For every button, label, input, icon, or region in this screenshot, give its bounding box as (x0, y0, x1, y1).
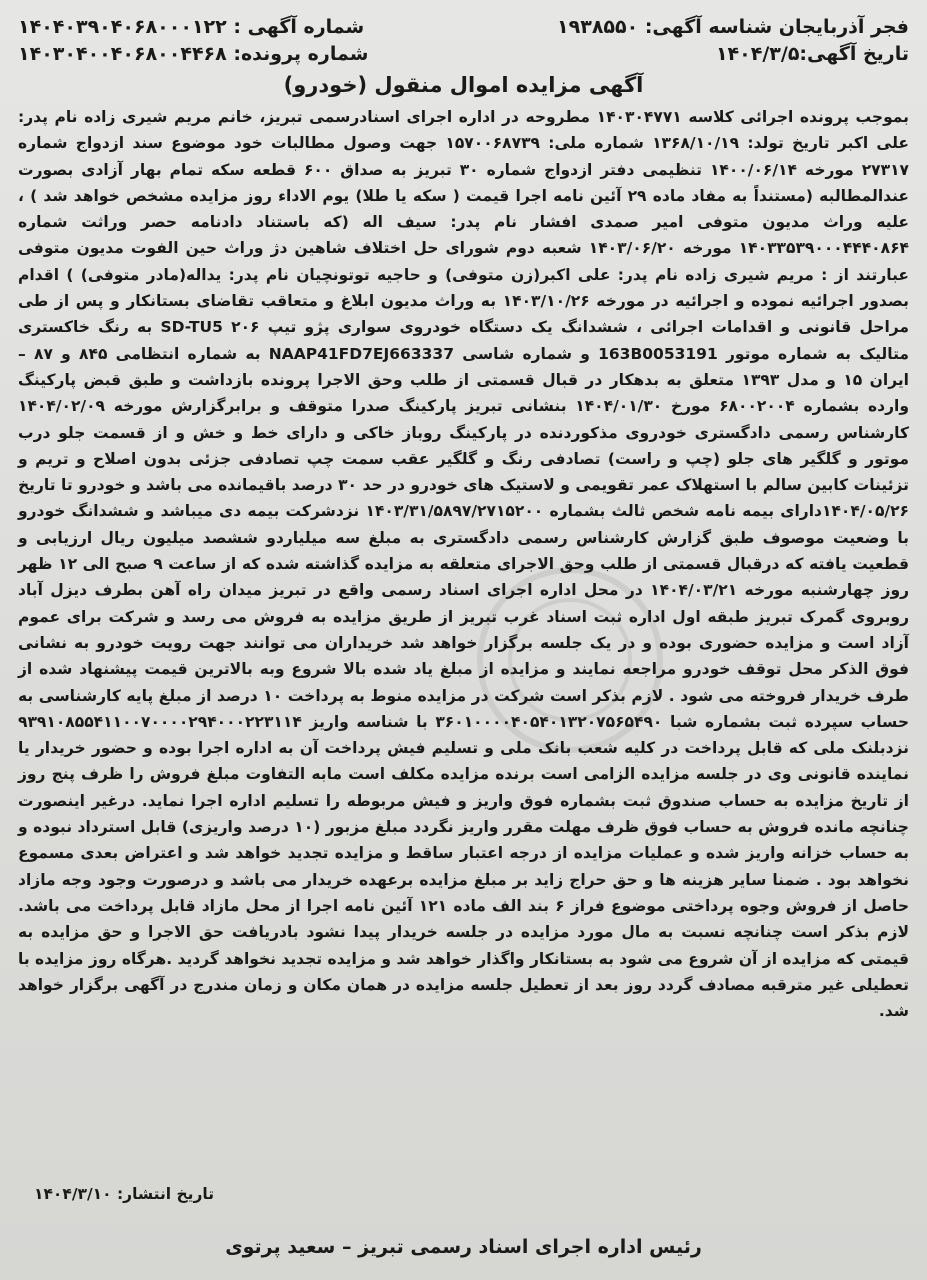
header-row-2 (18, 41, 909, 68)
body-paragraph: بموجب پرونده اجرائی کلاسه ۱۴۰۳۰۴۷۷۱ مطروحه در اداره اجرای اسنادرسمی تبریز، خانم مریم شیری زاده نام پدر: علی اکبر تاریخ تولد: ۱۳۶۸/۱۰/۱۹ شماره ملی: ۱۵۷۰۰۶۸۷۳۹ جهت وصول مطالبات خود موضوع سند ازدواج شماره ۲۷۳۱۷ مورخه ۱۴۰۰/۰۶/۱۴ تنظیمی دفتر ازدواج شماره ۳۰ تبریز به صداق ۶۰۰ قطعه سکه تمام بهار آزادی بصورت عندالمطالبه (مستنداً به مفاد ماده ۲۹ آئین نامه اجرا قیمت ( سکه یا طلا) یوم الاداء روز مزایده مشخص خواهد شد ) ، علیه وراث مدیون متوفی امیر صمدی افشار نام پدر: سیف اله (که باستناد دادنامه حصر وراثت شماره ۱۴۰۳۳۵۳۹۰۰۰۴۴۴۰۸۶۴ مورخه ۱۴۰۳/۰۶/۲۰ شعبه دوم شورای حل اختلاف شاهین دژ وراث حین الفوت مدیون متوفی عبارتند از : مریم شیری زاده نام پدر: علی اکبر(زن متوفی) و حاجیه توتونچیان نام پدر: یداله(مادر متوفی) ) اقدام بصدور اجرائیه نموده و اجرائیه در مورخه ۱۴۰۳/۱۰/۲۶ به وراث مدیون ابلاغ و متعاقب تقاضای بستانکار و پس از طی مراحل قانونی و اقدامات اجرائی ، ششدانگ یک دستگاه خودروی سواری پژو تیپ ۲۰۶ SD-TU5 به رنگ خاکستری متالیک به شماره موتور 163B0053191 و شماره شاسی NAAP41FD7EJ663337 به شماره انتظامی ۸۴۵ و ۸۷ – ایران ۱۵ و مدل ۱۳۹۳ متعلق به بدهکار در قبال قسمتی از طلب وحق الاجرا پرونده بازداشت و طبق قبض پارکینگ وارده بشماره ۶۸۰۰۲۰۰۴ مورخ ۱۴۰۴/۰۱/۳۰ بنشانی تبریز پارکینگ صدرا متوقف و برابرگزارش مورخه ۱۴۰۴/۰۲/۰۹ کارشناس رسمی دادگستری خودروی مذکوردنده در پارکینگ روباز خاکی و دارای خط و خش و از قسمت جلو درب موتور و گلگیر های جلو (چپ و راست) تصادفی رنگ و گلگیر عقب سمت چپ تصادفی جزئی بدون اصلاح و تریم و تزئینات کابین سالم با استهلاک عمر تقویمی و لاستیک های خودرو در حد ۳۰ درصد باقیمانده می باشد و خودرو تا تاریخ ۱۴۰۴/۰۵/۲۶دارای بیمه نامه شخص ثالث بشماره ۱۴۰۳/۳۱/۵۸۹۷/۲۷۱۵۲۰۰ نزدشرکت بیمه دی میباشد و ششدانگ خودرو با وضعیت موصوف طبق گزارش کارشناس رسمی دادگستری به مبلغ سه میلیاردو ششصد میلیون ریال ارزیابی و قطعیت یافته که درقبال قسمتی از طلب وحق الاجرای متعلقه به مزایده گذاشته شده که از ساعت ۹ صبح الی ۱۲ ظهر روز چهارشنبه مورخه ۱۴۰۴/۰۳/۲۱ در محل اداره اجرای اسناد رسمی واقع در تبریز میدان راه آهن بطرف دیزل آباد روبروی گمرک تبریز طبقه اول اداره ثبت اسناد غرب تبریز از طریق مزایده به فروش می رسد و شرکت برای عموم آزاد است و مزایده حضوری بوده و در یک جلسه برگزار خواهد شد خریداران می توانند جهت رویت خودرو به نشانی فوق الذکر محل توقف خودرو مراجعه نمایند و مزایده از مبلغ یاد شده بالا شروع وبه بالاترین قیمت پیشنهاد شده از طرف خریدار فروخته می شود . لازم بذکر است شرکت در مزایده منوط به پرداخت ۱۰ درصد از مبلغ پایه کارشناسی به حساب سپرده ثبت بشماره شبا ۳۶۰۱۰۰۰۰۴۰۵۴۰۱۳۲۰۷۵۶۵۴۹۰ با شناسه واریز ۹۳۹۱۰۸۵۵۴۱۱۰۰۷۰۰۰۰۲۹۴۰۰۰۲۲۳۱۱۴ نزدبلنک ملی که قابل پرداخت در کلیه شعب بانک ملی و تسلیم فیش پرداخت آن به اداره اجرا بوده و حضور خریدار یا نماینده قانونی وی در جلسه مزایده الزامی است برنده مزایده مکلف است مابه التفاوت مبلغ فروش را ظرف پنج روز از تاریخ مزایده به حساب صندوق ثبت بشماره فوق واریز و فیش مربوطه را تسلیم اداره اجرا نماید. درغیر اینصورت چنانچه مانده فروش به حساب فوق ظرف مهلت مقرر واریز نگردد مبلغ مزبور (۱۰ درصد واریزی) قابل استرداد نبوده و به حساب خزانه واریز شده و عملیات مزایده از درجه اعتبار ساقط و مزایده تجدید خواهد شد و اعتراض بعدی مسموع نخواهد بود . ضمنا سایر هزینه ها و حق حراج زاید بر مبلغ مزایده برعهده خریدار می باشد و درصورت وجود وجه مازاد حاصل از فروش وجوه پرداختی موضوع فراز ۶ بند الف ماده ۱۲۱ آئین نامه اجرا از محل مازاد قابل پرداخت می باشد. لازم بذکر است چنانچه نسبت به مال مورد مزایده در جلسه خریدار پیدا نشود بادریافت حق الاجرا و حق مزایده به قیمتی که مزایده از آن شروع می شود به بستانکار واگذار خواهد شد و مزایده تجدید نخواهد گردید .هرگاه روز مزایده با تعطیلی غیر مترقبه مصادف گردد روز بعد از تعطیل جلسه مزایده در همان مکان و زمان مندرج در آگهی برگزار خواهد شد. (18, 108, 910, 1021)
ad-number: شماره آگهی : ۱۴۰۴۰۳۹۰۴۰۶۸۰۰۰۱۲۲ (18, 16, 365, 38)
header-row-1 (18, 14, 909, 41)
case-number: شماره پرونده: ۱۴۰۳۰۴۰۰۴۰۶۸۰۰۴۴۶۸ (18, 43, 369, 65)
notice-body (18, 104, 909, 1024)
notice-title: آگهی مزایده اموال منقول (خودرو) (283, 73, 644, 97)
publication-date: تاریخ انتشار: ۱۴۰۴/۳/۱۰ (34, 1185, 215, 1203)
signature-line: رئیس اداره اجرای اسناد رسمی تبریز – سعید پرتوی (225, 1236, 702, 1258)
ad-date: تاریخ آگهی:۱۴۰۴/۳/۵ (715, 43, 909, 65)
publisher-and-ad-id: فجر آذربایجان شناسه آگهی: ۱۹۳۸۵۵۰ (557, 16, 909, 38)
